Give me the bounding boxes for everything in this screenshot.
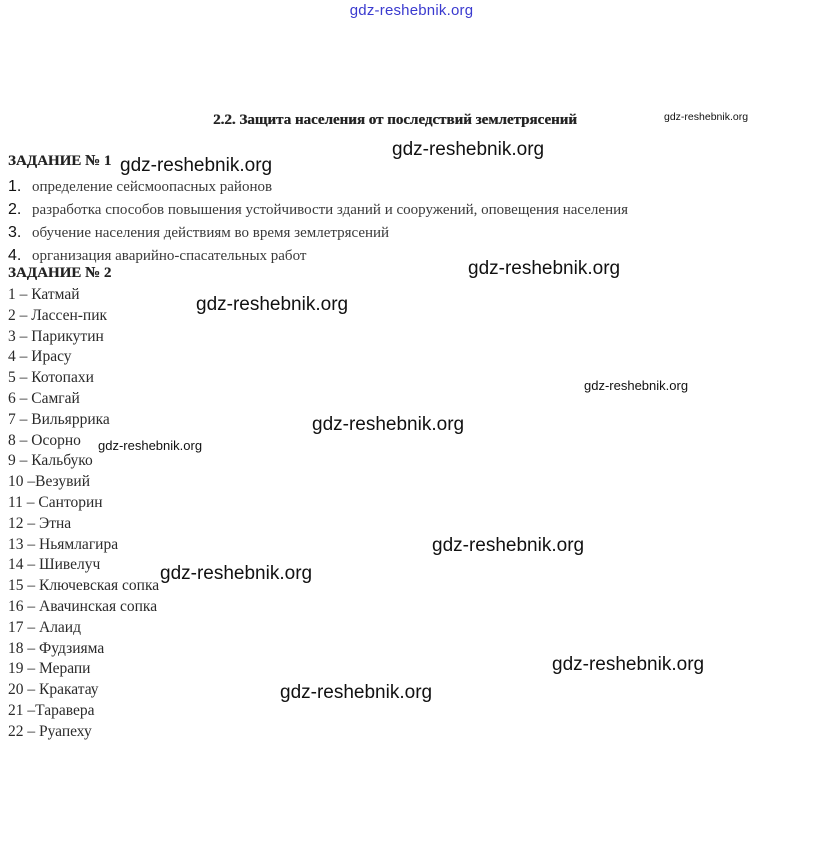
watermark: gdz-reshebnik.org: [98, 438, 203, 453]
item-number: 4.: [8, 247, 22, 264]
task2-list: [8, 285, 159, 743]
watermark: gdz-reshebnik.org: [468, 258, 621, 279]
list-item: 7 – Вильяррика: [8, 410, 110, 428]
watermark: gdz-reshebnik.org: [312, 414, 465, 435]
watermark: gdz-reshebnik.org: [664, 111, 749, 123]
list-item: 14 – Шивелуч: [8, 556, 101, 574]
task1-list: [8, 175, 628, 267]
list-item: 12 – Этна: [8, 514, 72, 532]
watermark: gdz-reshebnik.org: [196, 294, 349, 315]
list-item: 4 – Ирасу: [8, 348, 72, 366]
item-text: обучение населения действиям во время землетрясений: [32, 225, 390, 241]
watermark: gdz-reshebnik.org: [280, 682, 433, 703]
list-item: 16 – Авачинская сопка: [8, 597, 158, 615]
list-item: 10 –Везувий: [8, 473, 90, 491]
list-item: 15 – Ключевская сопка: [8, 577, 160, 595]
list-item: 11 – Санторин: [8, 493, 103, 511]
item-text: организация аварийно-спасательных работ: [32, 248, 307, 264]
list-item: 21 –Таравера: [8, 701, 95, 719]
list-item: 18 – Фудзияма: [8, 639, 105, 657]
list-item: 2 – Лассен-пик: [8, 306, 108, 324]
list-item: 17 – Алаид: [8, 618, 81, 636]
item-text: определение сейсмоопасных районов: [32, 179, 273, 195]
list-item: 1 – Катмай: [8, 286, 80, 303]
list-item: 5 – Котопахи: [8, 369, 94, 387]
watermark: gdz-reshebnik.org: [120, 155, 273, 176]
watermark: gdz-reshebnik.org: [552, 654, 705, 675]
item-number: 1.: [8, 178, 22, 195]
site-header-link[interactable]: gdz-reshebnik.org: [349, 2, 474, 19]
list-item: 19 – Мерапи: [8, 660, 91, 678]
list-item: 8 – Осорно: [8, 431, 81, 449]
task1-heading: ЗАДАНИЕ № 1: [8, 153, 112, 169]
list-item: [8, 175, 628, 198]
list-item: 20 – Кракатау: [8, 681, 99, 699]
section-title: 2.2. Защита населения от последствий землетрясений: [213, 112, 577, 128]
watermark: gdz-reshebnik.org: [392, 139, 545, 160]
item-number: 3.: [8, 224, 22, 241]
list-item: 13 – Ньямлагира: [8, 535, 119, 553]
item-text: разработка способов повышения устойчивости зданий и сооружений, оповещения населения: [32, 202, 629, 218]
list-item: 9 – Кальбуко: [8, 452, 93, 470]
list-item: 3 – Парикутин: [8, 327, 104, 345]
list-item: 22 – Руапеху: [8, 722, 92, 740]
item-number: 2.: [8, 201, 22, 218]
watermark: gdz-reshebnik.org: [432, 535, 585, 556]
watermark: gdz-reshebnik.org: [584, 378, 689, 393]
watermark: gdz-reshebnik.org: [160, 563, 313, 584]
list-item: [8, 221, 628, 244]
list-item: [8, 198, 628, 221]
task2-heading: ЗАДАНИЕ № 2: [8, 265, 112, 281]
list-item: 6 – Самгай: [8, 389, 80, 407]
